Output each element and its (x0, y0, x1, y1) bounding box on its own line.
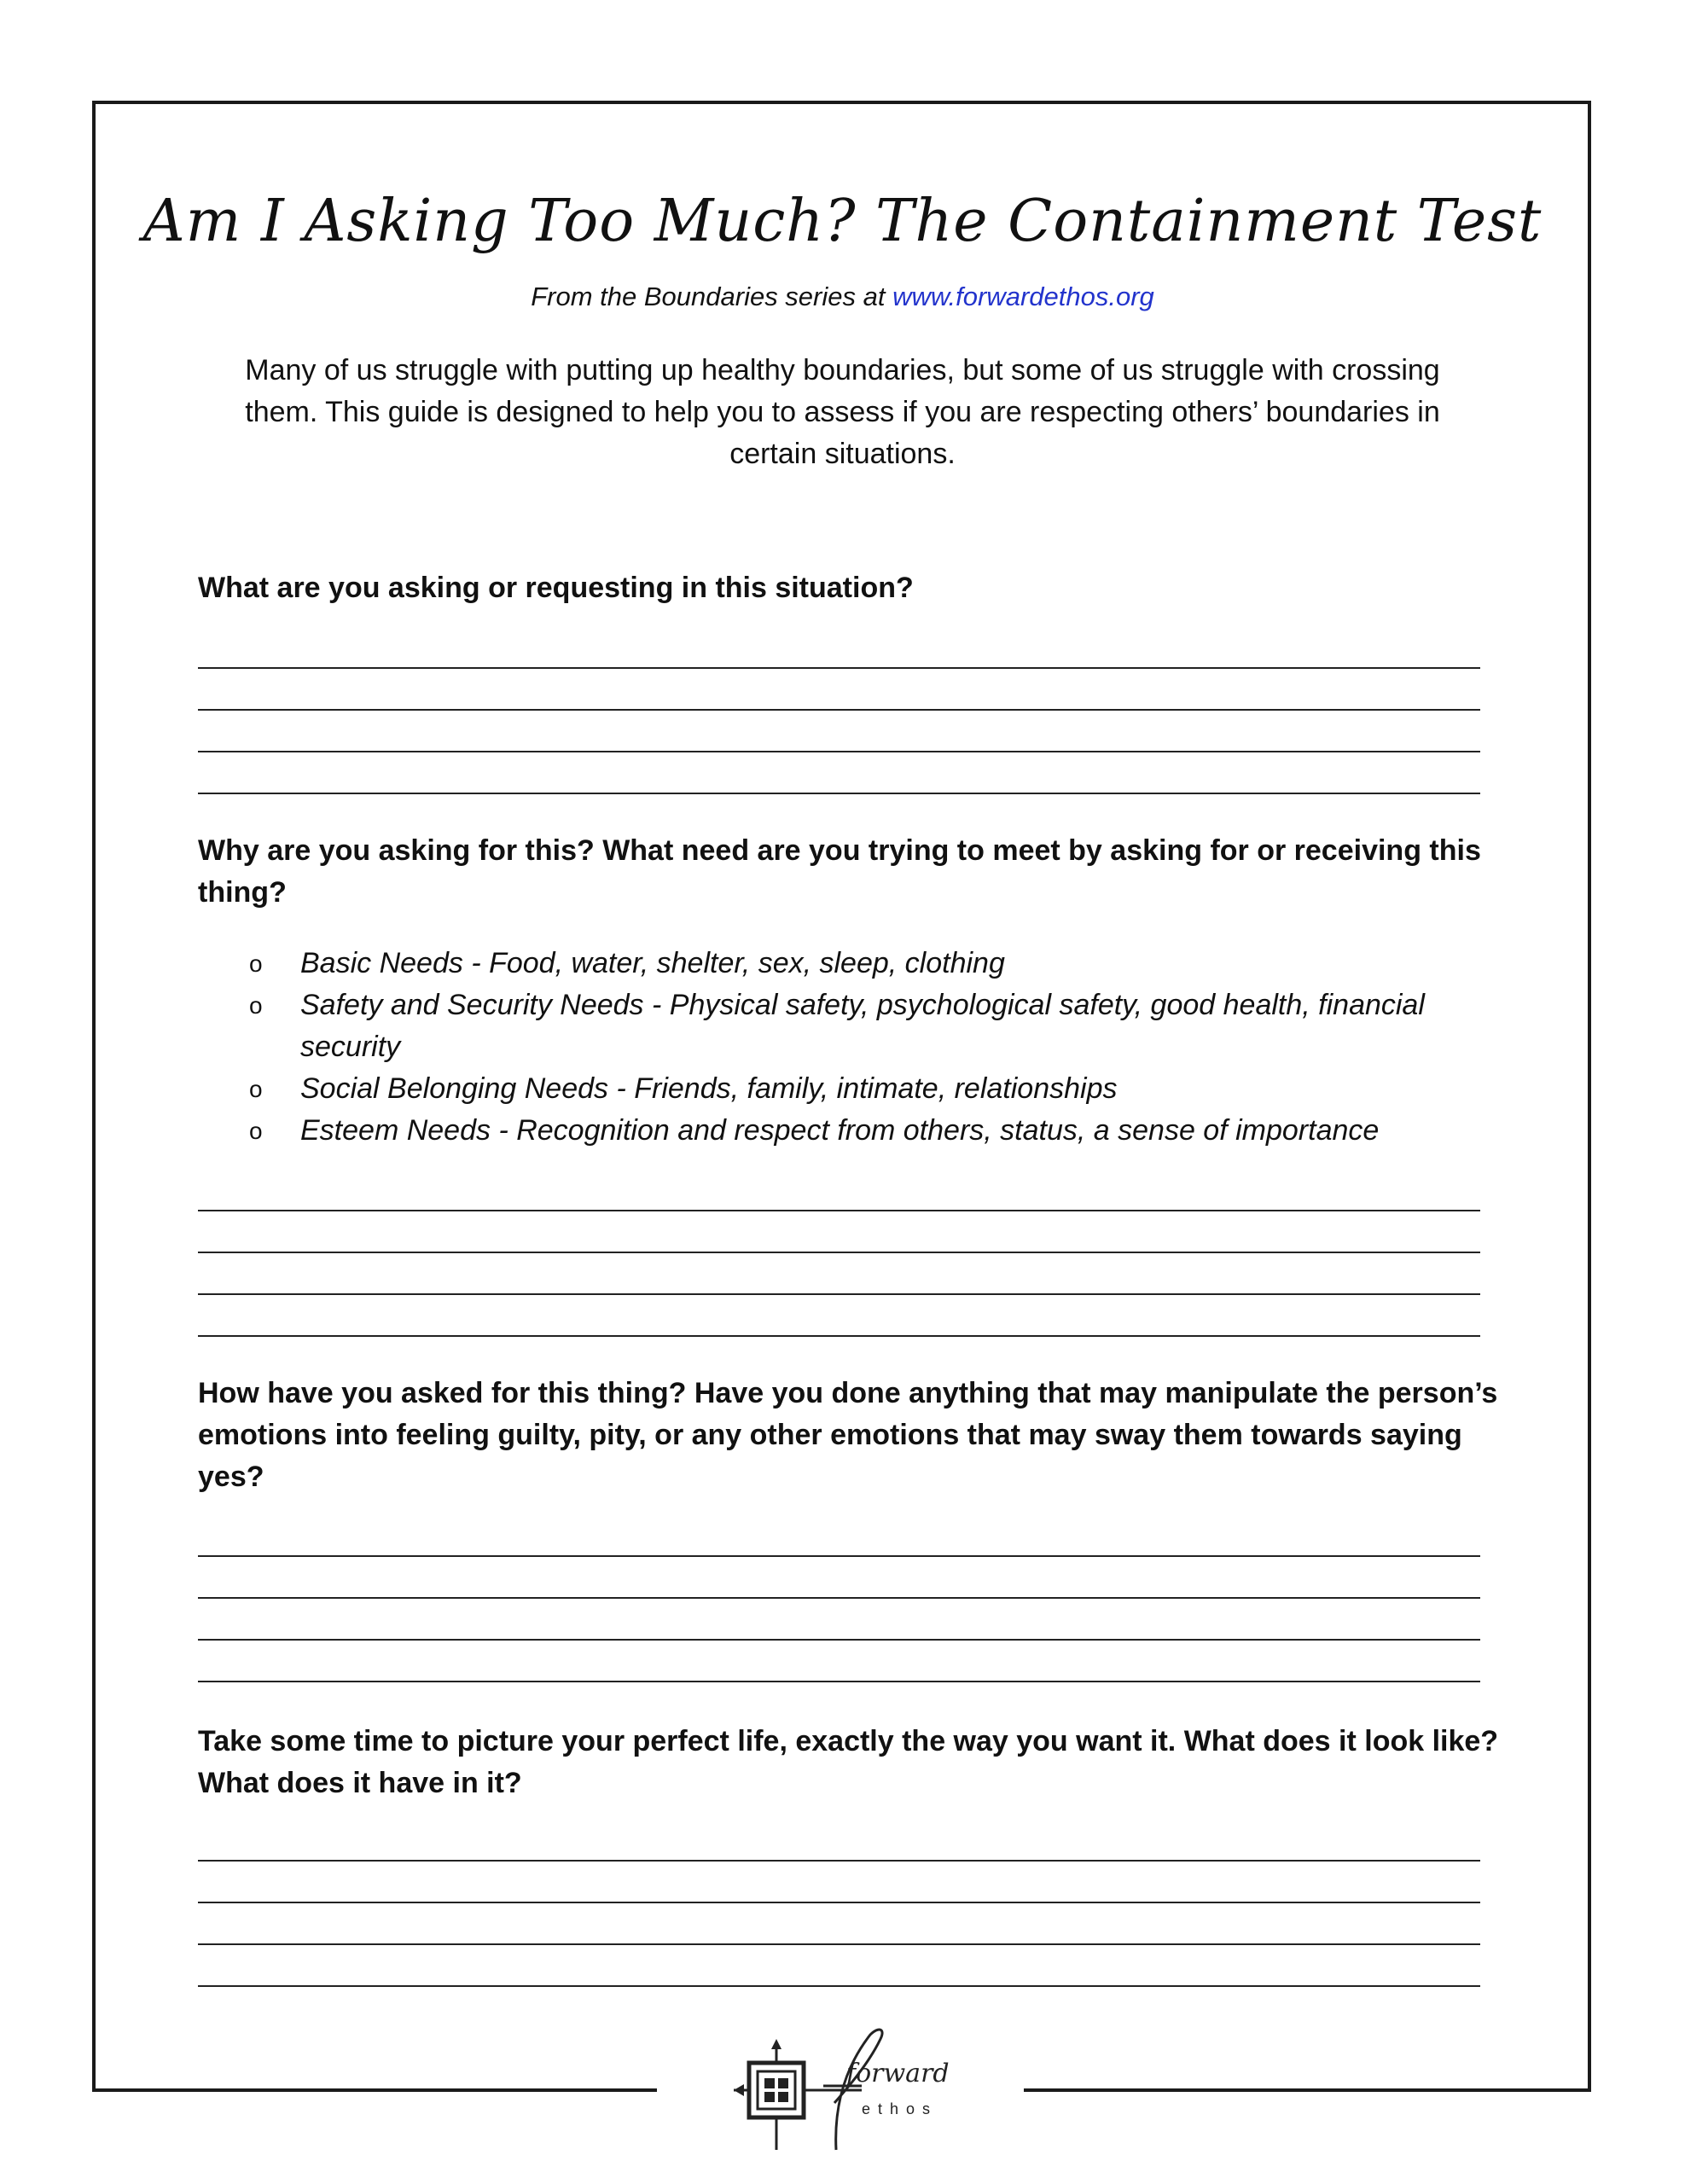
needs-list (246, 943, 1500, 1152)
intro-paragraph: Many of us struggle with putting up healthy boundaries, but some of us struggle with crossing them. This guide is designed to help you to assess if you are respecting others’ boundaries in certain situations. (245, 354, 1440, 470)
list-item (246, 1068, 1500, 1110)
bullet-icon: o (249, 1076, 263, 1102)
answer-line[interactable] (198, 1681, 1480, 1682)
question-4: Take some time to picture your perfect life, exactly the way you want it. What does it look like? What does it have in it? (198, 1725, 1499, 1799)
answer-line[interactable] (198, 1555, 1480, 1557)
page-border-right (1588, 101, 1591, 2092)
logo-word-ethos: ethos (862, 2100, 938, 2117)
answer-line[interactable] (198, 1335, 1480, 1337)
answer-lines-4 (198, 1860, 1480, 2027)
answer-line[interactable] (198, 1902, 1480, 1903)
question-1: What are you asking or requesting in this situation? (198, 572, 914, 604)
logo-word-forward: forward (846, 2059, 950, 2088)
logo-mark-icon (734, 2022, 956, 2158)
answer-line[interactable] (198, 709, 1480, 711)
bullet-icon: o (249, 992, 263, 1019)
answer-line[interactable] (198, 1293, 1480, 1295)
page-border-bottom-right (1024, 2088, 1591, 2092)
answer-line[interactable] (198, 1252, 1480, 1253)
answer-line[interactable] (198, 751, 1480, 752)
answer-line[interactable] (198, 1210, 1480, 1211)
answer-line[interactable] (198, 1985, 1480, 1987)
answer-line[interactable] (198, 667, 1480, 669)
list-item (246, 1110, 1500, 1152)
subtitle-text: From the Boundaries series at (531, 282, 893, 311)
answer-line[interactable] (198, 1860, 1480, 1862)
answer-lines-3 (198, 1555, 1480, 1722)
need-safety: Safety and Security Needs - Physical safety, psychological safety, good health, financial security (300, 989, 1425, 1063)
answer-line[interactable] (198, 1597, 1480, 1599)
page-title: Am I Asking Too Much? The Containment Test (142, 188, 1543, 255)
answer-lines-2 (198, 1210, 1480, 1377)
answer-lines-1 (198, 667, 1480, 834)
website-link[interactable]: www.forwardethos.org (892, 282, 1154, 311)
page-border-bottom-left (92, 2088, 657, 2092)
list-item (246, 985, 1500, 1068)
page-border-top (92, 101, 1591, 104)
need-social: Social Belonging Needs - Friends, family, intimate, relationships (300, 1072, 1118, 1105)
bullet-icon: o (249, 1118, 263, 1144)
list-item (246, 943, 1500, 985)
answer-line[interactable] (198, 793, 1480, 794)
forward-ethos-logo (734, 2022, 956, 2158)
page-subtitle (0, 282, 1685, 312)
answer-line[interactable] (198, 1943, 1480, 1945)
need-basic: Basic Needs - Food, water, shelter, sex, sleep, clothing (300, 947, 1005, 979)
question-3: How have you asked for this thing? Have you done anything that may manipulate the person’s emotions into feeling guilty, pity, or any other emotions that may sway them towards saying yes? (198, 1377, 1498, 1493)
need-esteem: Esteem Needs - Recognition and respect from others, status, a sense of importance (300, 1114, 1380, 1147)
question-2: Why are you asking for this? What need are you trying to meet by asking for or receiving this thing? (198, 834, 1481, 909)
page-border-left (92, 101, 96, 2092)
bullet-icon: o (249, 950, 263, 977)
answer-line[interactable] (198, 1639, 1480, 1641)
